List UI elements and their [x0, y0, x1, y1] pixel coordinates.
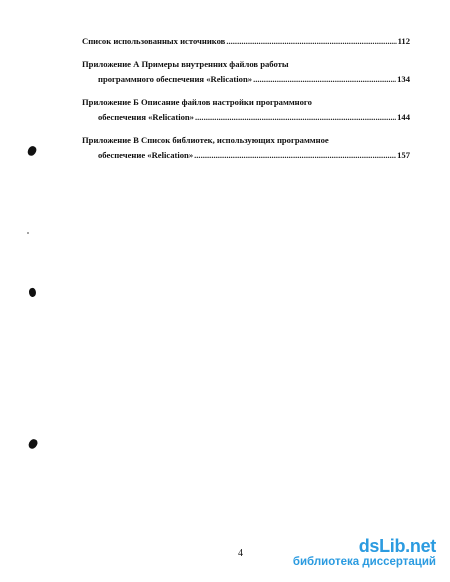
- toc-entry-appendix-a[interactable]: [80, 57, 410, 87]
- toc-dot-leader: [195, 110, 396, 125]
- watermark-logo: dsLib.net: [358, 536, 436, 557]
- toc-line: [80, 34, 410, 49]
- toc-line: [80, 95, 410, 110]
- toc-entry-title: Приложение А Примеры внутренних файлов работы: [82, 59, 289, 69]
- toc-dot-leader: [253, 72, 396, 87]
- toc-entry-sources[interactable]: [80, 34, 410, 49]
- toc-entry-title-continued: обеспечения «Relication»: [98, 112, 194, 122]
- toc-entry-title: Список использованных источников: [82, 36, 226, 46]
- toc-page-number: 134: [397, 74, 410, 84]
- binding-hole-mark: [28, 287, 37, 298]
- watermark-subtitle: библиотека диссертаций: [292, 555, 436, 568]
- binding-hole-mark: [27, 145, 38, 157]
- toc-entry-title-continued: программного обеспечения «Relication»: [98, 74, 253, 84]
- site-watermark[interactable]: [293, 537, 436, 568]
- toc-dot-leader: [226, 34, 396, 49]
- toc-page-number: 157: [397, 150, 410, 160]
- toc-line: [80, 133, 410, 148]
- page-number: 4: [238, 548, 243, 559]
- toc-line-continued: [80, 110, 410, 125]
- toc-entry-title-continued: обеспечение «Relication»: [98, 150, 194, 160]
- toc-entry-appendix-v[interactable]: [80, 133, 410, 163]
- binding-hole-mark: [27, 438, 38, 450]
- toc-entry-title: Приложение В Список библиотек, использующих программное: [82, 135, 329, 145]
- scan-speck: [27, 232, 29, 234]
- toc-entry-title: Приложение Б Описание файлов настройки программного: [82, 97, 312, 107]
- table-of-contents: [80, 34, 410, 171]
- toc-line-continued: [80, 148, 410, 163]
- toc-page-number: 144: [397, 112, 410, 122]
- toc-page-number: 112: [397, 36, 410, 46]
- toc-line-continued: [80, 72, 410, 87]
- toc-dot-leader: [194, 148, 396, 163]
- toc-entry-appendix-b[interactable]: [80, 95, 410, 125]
- toc-line: [80, 57, 410, 72]
